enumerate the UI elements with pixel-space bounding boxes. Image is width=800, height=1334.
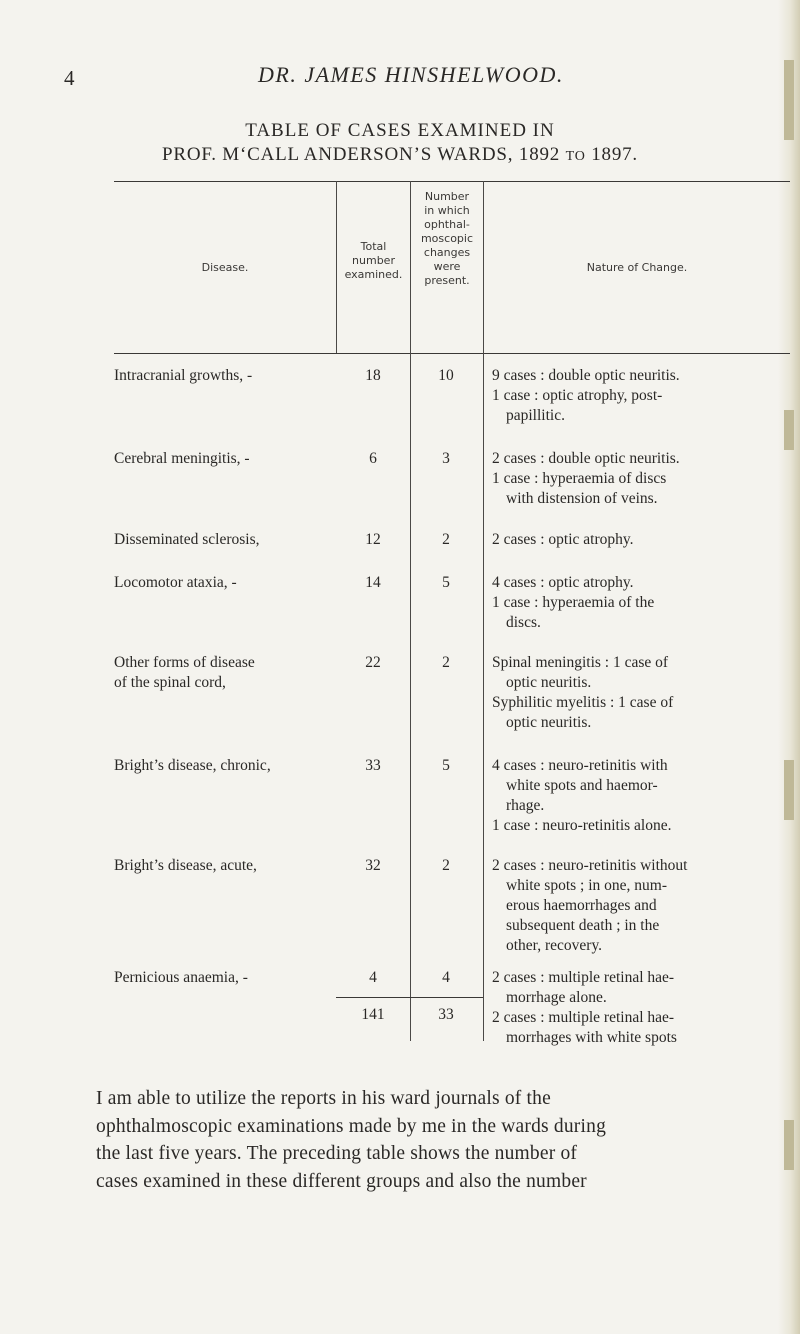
changes-total: 33 (438, 1006, 454, 1023)
total-cell: 18 (365, 367, 381, 384)
disease-cell: Pernicious anaemia, - (114, 969, 248, 986)
body-paragraph (96, 1085, 776, 1195)
changes-cell: 4 (442, 969, 450, 986)
changes-cell: 3 (442, 450, 450, 467)
changes-cell: 2 (442, 857, 450, 874)
running-head: DR. JAMES HINSHELWOOD. (258, 62, 564, 87)
disease-cell: Locomotor ataxia, - (114, 574, 237, 591)
nature-cell: 2 cases : multiple retinal hae- morrhage alone. 2 cases : multiple retinal hae- morrhages with white spots (492, 969, 677, 1046)
header-bottom-rule (114, 353, 790, 354)
header-disease: Disease. (201, 261, 249, 274)
changes-cell: 2 (442, 531, 450, 548)
total-cell: 33 (365, 757, 381, 774)
header-number-changes: Number in which ophthal- moscopic changes were present. (420, 190, 474, 287)
disease-cell: Other forms of disease of the spinal cord, (114, 654, 255, 691)
table-top-rule (114, 181, 790, 182)
disease-cell: Disseminated sclerosis, (114, 531, 260, 548)
total-cell: 14 (365, 574, 381, 591)
column-rule-3 (483, 181, 484, 1041)
paragraph-line: cases examined in these different groups and also the number (96, 1170, 587, 1192)
title-end-year: 1897. (591, 144, 638, 165)
nature-cell: 2 cases : double optic neuritis. 1 case : hyperaemia of discs with distension of veins. (492, 450, 680, 507)
title-to: TO (565, 149, 586, 164)
nature-cell: Spinal meningitis : 1 case of optic neuritis. Syphilitic myelitis : 1 case of optic neuritis. (492, 654, 674, 731)
total-cell: 6 (369, 450, 377, 467)
paragraph-line: I am able to utilize the reports in his ward journals of the (96, 1088, 551, 1109)
totals-rule (336, 997, 483, 998)
paragraph-line: ophthalmoscopic examinations made by me in the wards during (96, 1115, 607, 1137)
changes-cell: 5 (442, 757, 450, 774)
grand-total: 141 (361, 1006, 385, 1023)
total-cell: 12 (365, 531, 381, 548)
changes-cell: 5 (442, 574, 450, 591)
nature-cell: 4 cases : optic atrophy. 1 case : hyperaemia of the discs. (492, 574, 655, 631)
total-cell: 32 (365, 857, 381, 874)
nature-cell: 9 cases : double optic neuritis. 1 case : optic atrophy, post- papillitic. (492, 367, 680, 424)
changes-cell: 10 (438, 367, 454, 384)
table-title-line-1: TABLE OF CASES EXAMINED IN (245, 120, 555, 141)
total-cell: 22 (365, 654, 381, 671)
page-number: 4 (64, 66, 75, 90)
header-total: Total number examined. (344, 240, 403, 281)
title-main: PROF. M‘CALL ANDERSON’S WARDS, 1892 (162, 144, 561, 165)
disease-cell: Bright’s disease, chronic, (114, 757, 271, 774)
disease-cell: Bright’s disease, acute, (114, 857, 257, 874)
nature-cell: 2 cases : optic atrophy. (492, 531, 634, 548)
disease-cell: Intracranial growths, - (114, 367, 253, 384)
nature-cell: 2 cases : neuro-retinitis without white spots ; in one, num- erous haemorrhages and subsequent death ; in the other, recovery. (492, 857, 688, 954)
header-nature: Nature of Change. (586, 261, 688, 274)
changes-cell: 2 (442, 654, 450, 671)
disease-cell: Cerebral meningitis, - (114, 450, 250, 467)
column-rule-2 (410, 181, 411, 1041)
total-cell: 4 (369, 969, 377, 986)
paragraph-line: the last five years. The preceding table shows the number of (96, 1143, 578, 1164)
nature-cell: 4 cases : neuro-retinitis with white spots and haemor- rhage. 1 case : neuro-retinitis alone. (492, 757, 672, 834)
